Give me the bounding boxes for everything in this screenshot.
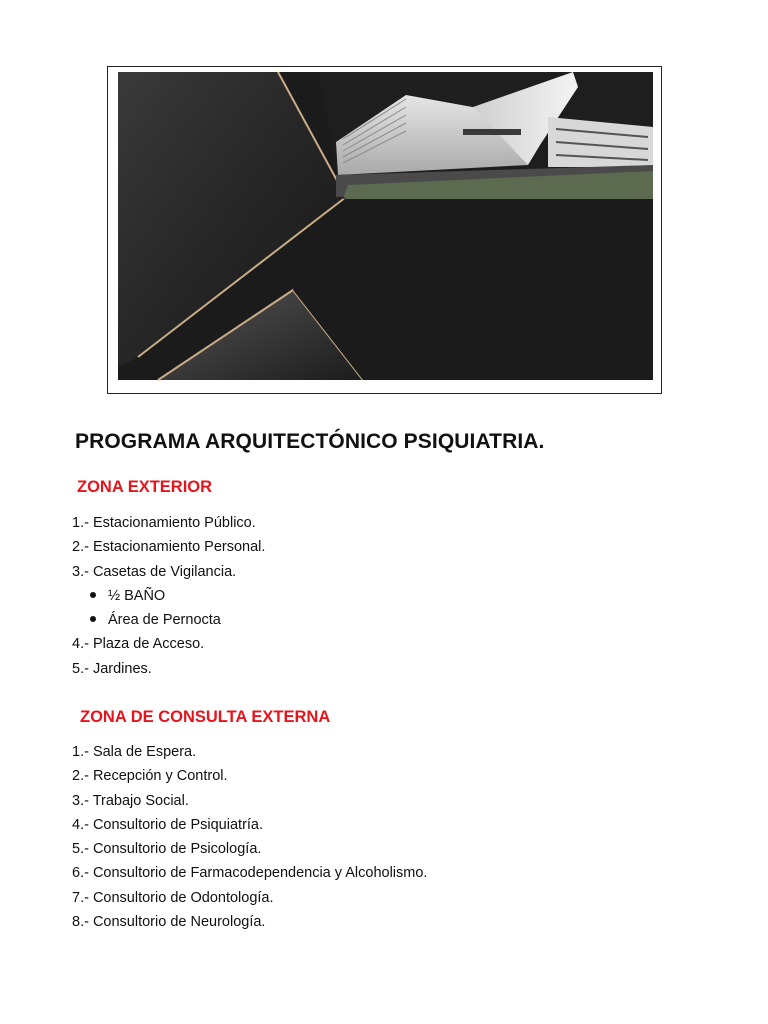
zone-exterior-heading: ZONA EXTERIOR: [77, 478, 213, 496]
sub-list-item-label: ½ BAÑO: [108, 587, 166, 604]
cover-ground: [293, 197, 653, 380]
document-title: PROGRAMA ARQUITECTÓNICO PSIQUIATRIA.: [75, 430, 545, 453]
list-item: 1.- Estacionamiento Público.: [72, 515, 256, 531]
sub-list-item: [72, 608, 265, 632]
list-item: 3.- Casetas de Vigilancia.: [72, 563, 237, 580]
list-item: 4.- Plaza de Acceso.: [72, 636, 205, 653]
list-item: 6.- Consultorio de Farmacodependencia y Alcoholismo.: [72, 865, 428, 882]
hospital-building-illustration: [108, 67, 661, 393]
cover-image: [107, 66, 662, 394]
building-window-band: [463, 129, 521, 135]
zone-consulta-externa-list: [72, 740, 427, 934]
zone-exterior-list: [72, 511, 265, 681]
zone-consulta-externa-heading: ZONA DE CONSULTA EXTERNA: [80, 708, 331, 726]
list-item: 4.- Consultorio de Psiquiatría.: [72, 816, 264, 833]
sub-list-item-label: Área de Pernocta: [108, 612, 221, 629]
sub-list-item: [72, 584, 265, 608]
bullet-icon: [90, 616, 96, 622]
list-item: 3.- Trabajo Social.: [72, 792, 189, 809]
list-item: 8.- Consultorio de Neurología.: [72, 914, 266, 931]
list-item: 1.- Sala de Espera.: [72, 744, 197, 760]
list-item: 5.- Consultorio de Psicología.: [72, 841, 262, 858]
list-item: 5.- Jardines.: [72, 660, 152, 677]
bullet-icon: [90, 592, 96, 598]
list-item: 2.- Estacionamiento Personal.: [72, 539, 266, 556]
list-item: 7.- Consultorio de Odontología.: [72, 889, 274, 906]
list-item: 2.- Recepción y Control.: [72, 768, 228, 785]
